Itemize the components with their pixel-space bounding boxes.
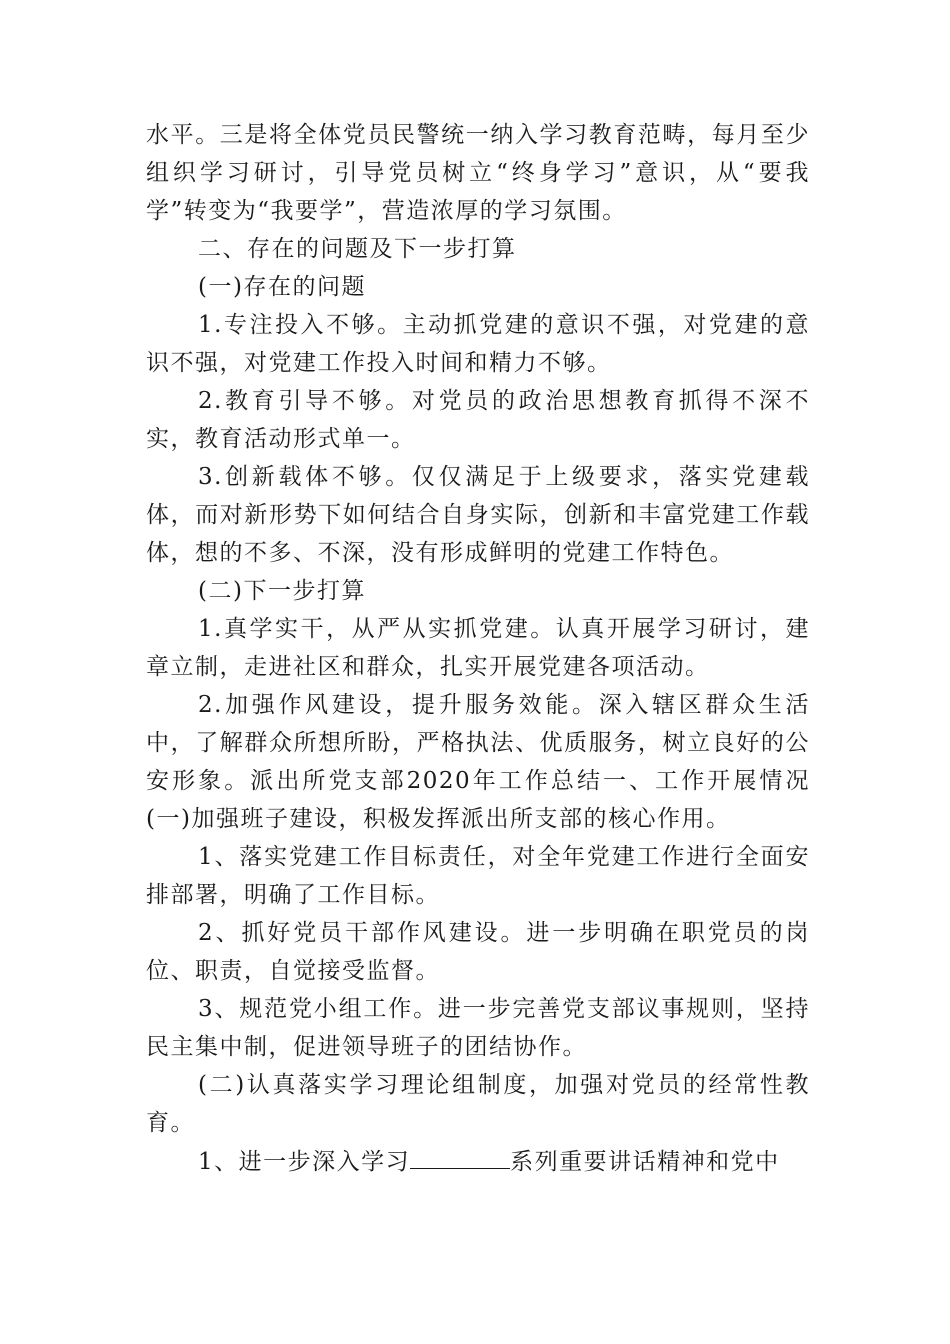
paragraph: 1、落实党建工作目标责任，对全年党建工作进行全面安排部署，明确了工作目标。 — [146, 844, 810, 908]
paragraph-with-blank — [146, 1142, 810, 1181]
section-heading: 二、存在的问题及下一步打算 — [198, 236, 517, 262]
paragraph: (二)认真落实学习理论组制度，加强对党员的经常性教育。 — [146, 1072, 810, 1136]
paragraph: 3、规范党小组工作。进一步完善党支部议事规则，坚持民主集中制，促进领导班子的团结协作。 — [146, 996, 810, 1060]
paragraph: 2.加强作风建设，提升服务效能。深入辖区群众生活中，了解群众所想所盼，严格执法、优质服务，树立良好的公安形象。派出所党支部2020年工作总结一、工作开展情况 (一)加强班子建设，积极发挥派出所支部的核心作用。 — [146, 692, 810, 832]
paragraph: 1.专注投入不够。主动抓党建的意识不强，对党建的意识不强，对党建工作投入时间和精力不够。 — [146, 312, 810, 376]
fill-in-blank — [410, 1142, 510, 1169]
paragraph: 3.创新载体不够。仅仅满足于上级要求，落实党建载体，而对新形势下如何结合自身实际，创新和丰富党建工作载体，想的不多、不深，没有形成鲜明的党建工作特色。 — [146, 464, 810, 566]
subsection-heading: (一)存在的问题 — [198, 274, 366, 300]
paragraph: 2、抓好党员干部作风建设。进一步明确在职党员的岗位、职责，自觉接受监督。 — [146, 920, 810, 984]
text-after-blank: 系列重要讲话精神和党中 — [510, 1149, 780, 1175]
paragraph: 2.教育引导不够。对党员的政治思想教育抓得不深不实，教育活动形式单一。 — [146, 388, 810, 452]
paragraph: 1.真学实干，从严从实抓党建。认真开展学习研讨，建章立制，走进社区和群众，扎实开展党建各项活动。 — [146, 616, 810, 680]
text-before-blank: 1、进一步深入学习 — [198, 1149, 411, 1175]
paragraph: 水平。三是将全体党员民警统一纳入学习教育范畴，每月至少组织学习研讨，引导党员树立“终身学习”意识，从“要我学”转变为“我要学”，营造浓厚的学习氛围。 — [146, 122, 810, 224]
document-body — [146, 116, 810, 1181]
subsection-heading: (二)下一步打算 — [198, 578, 366, 604]
